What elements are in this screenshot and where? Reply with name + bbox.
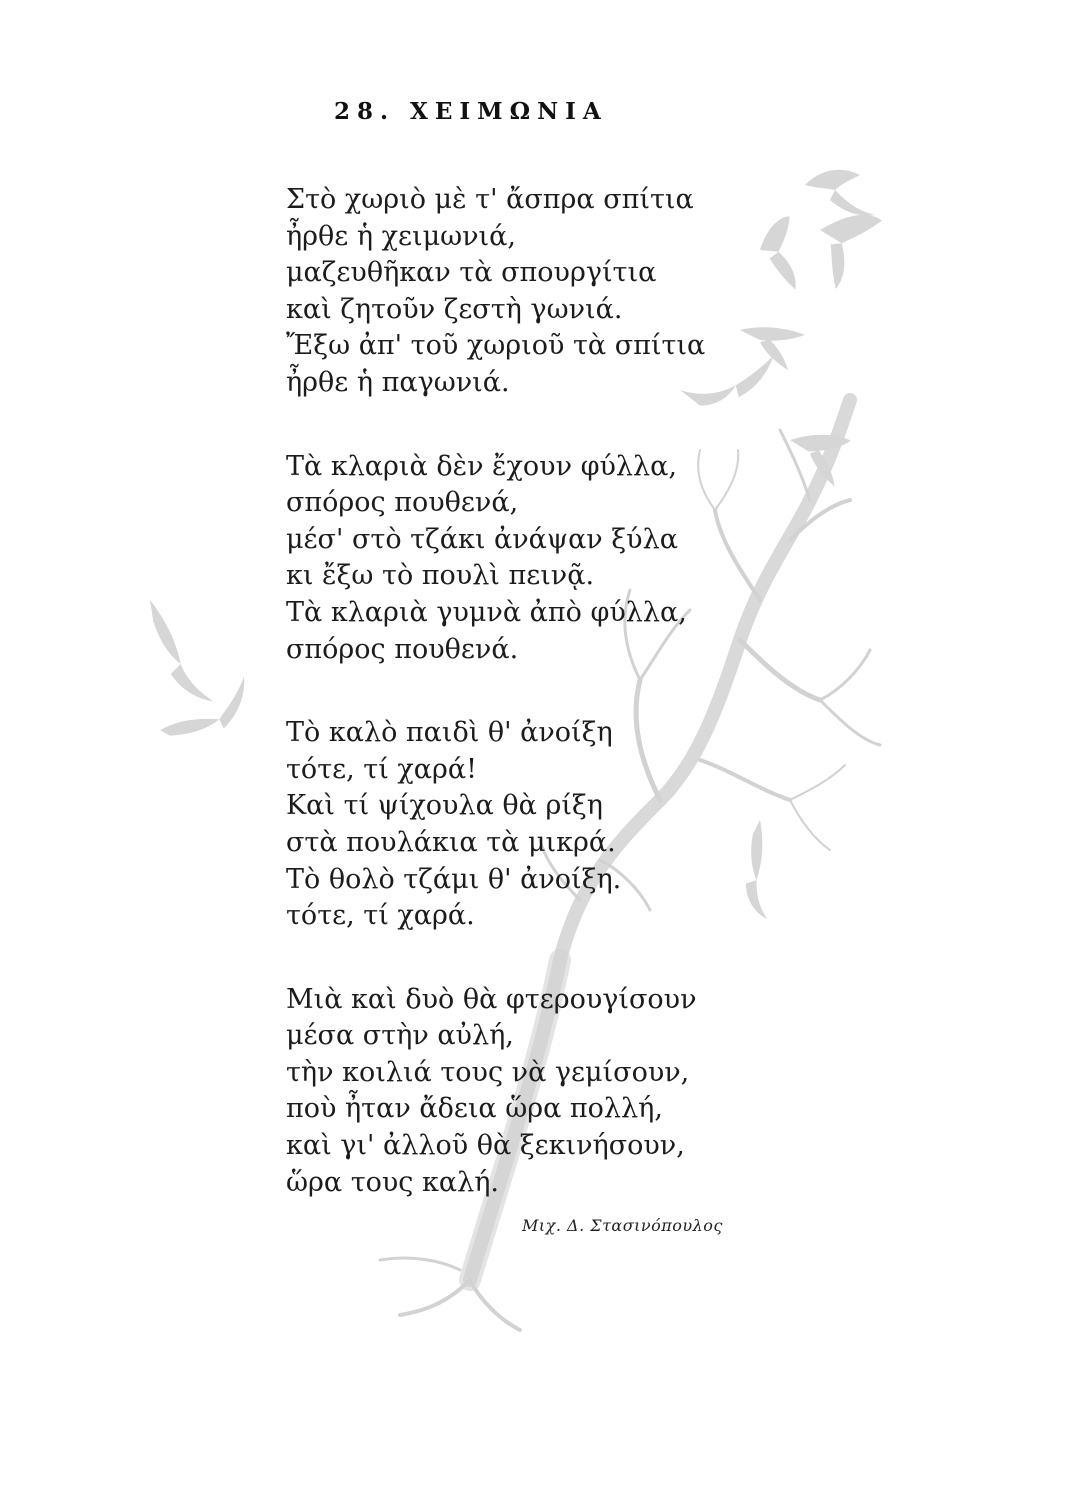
poem-line: μέσ' στὸ τζάκι ἀνάψαν ξύλα bbox=[286, 523, 678, 555]
poem-line: Ἔξω ἀπ' τοῦ χωριοῦ τὰ σπίτια bbox=[286, 330, 706, 362]
poem-line: Στὸ χωριὸ μὲ τ' ἄσπρα σπίτια bbox=[286, 184, 694, 215]
stanza-3 bbox=[286, 715, 756, 935]
stanza-4 bbox=[286, 982, 756, 1202]
poem-line: τότε, τί χαρά. bbox=[286, 900, 475, 932]
poem-line: καὶ γι' ἀλλοῦ θὰ ξεκινήσουν, bbox=[286, 1130, 685, 1162]
poem-line: τότε, τί χαρά! bbox=[286, 753, 477, 785]
stanza-1 bbox=[286, 182, 756, 402]
poem-line: Τὰ κλαριὰ δὲν ἔχουν φύλλα, bbox=[286, 450, 677, 482]
poem-line: κι ἔξω τὸ πουλὶ πεινᾷ. bbox=[286, 560, 595, 592]
poem-body bbox=[286, 182, 756, 1248]
poem-line: Καὶ τί ψίχουλα θὰ ρίξη bbox=[286, 790, 603, 822]
poem-line: καὶ ζητοῦν ζεστὴ γωνιά. bbox=[286, 293, 623, 325]
poem-line: ἦρθε ἡ χειμωνιά, bbox=[286, 220, 516, 252]
stanza-2 bbox=[286, 449, 756, 669]
poem-line: σπόρος πουθενά. bbox=[286, 633, 519, 665]
poem-line: ὥρα τους καλή. bbox=[286, 1166, 499, 1198]
poem-line: στὰ πουλάκια τὰ μικρά. bbox=[286, 826, 616, 858]
poem-line: ποὺ ἦταν ἄδεια ὥρα πολλή, bbox=[286, 1093, 663, 1125]
poem-line: μέσα στὴν αὐλή, bbox=[286, 1020, 514, 1052]
poem-line: Τὰ κλαριὰ γυμνὰ ἀπὸ φύλλα, bbox=[286, 596, 687, 628]
poem-line: σπόρος πουθενά, bbox=[286, 487, 519, 519]
author-signature: Μιχ. Δ. Στασινόπουλος bbox=[522, 1216, 723, 1235]
poem-line: τὴν κοιλιά τους νὰ γεμίσουν, bbox=[286, 1056, 690, 1088]
poem-line: μαζευθῆκαν τὰ σπουργίτια bbox=[286, 257, 657, 289]
poem-line: Τὸ θολὸ τζάμι θ' ἀνοίξη. bbox=[286, 863, 622, 895]
poem-line: ἦρθε ἡ παγωνιά. bbox=[286, 366, 510, 398]
poem-line: Μιὰ καὶ δυὸ θὰ φτερουγίσουν bbox=[286, 983, 697, 1015]
poem-title: 28. ΧΕΙΜΩΝΙΑ bbox=[334, 98, 608, 125]
poem-line: Τὸ καλὸ παιδὶ θ' ἀνοίξη bbox=[286, 717, 613, 749]
